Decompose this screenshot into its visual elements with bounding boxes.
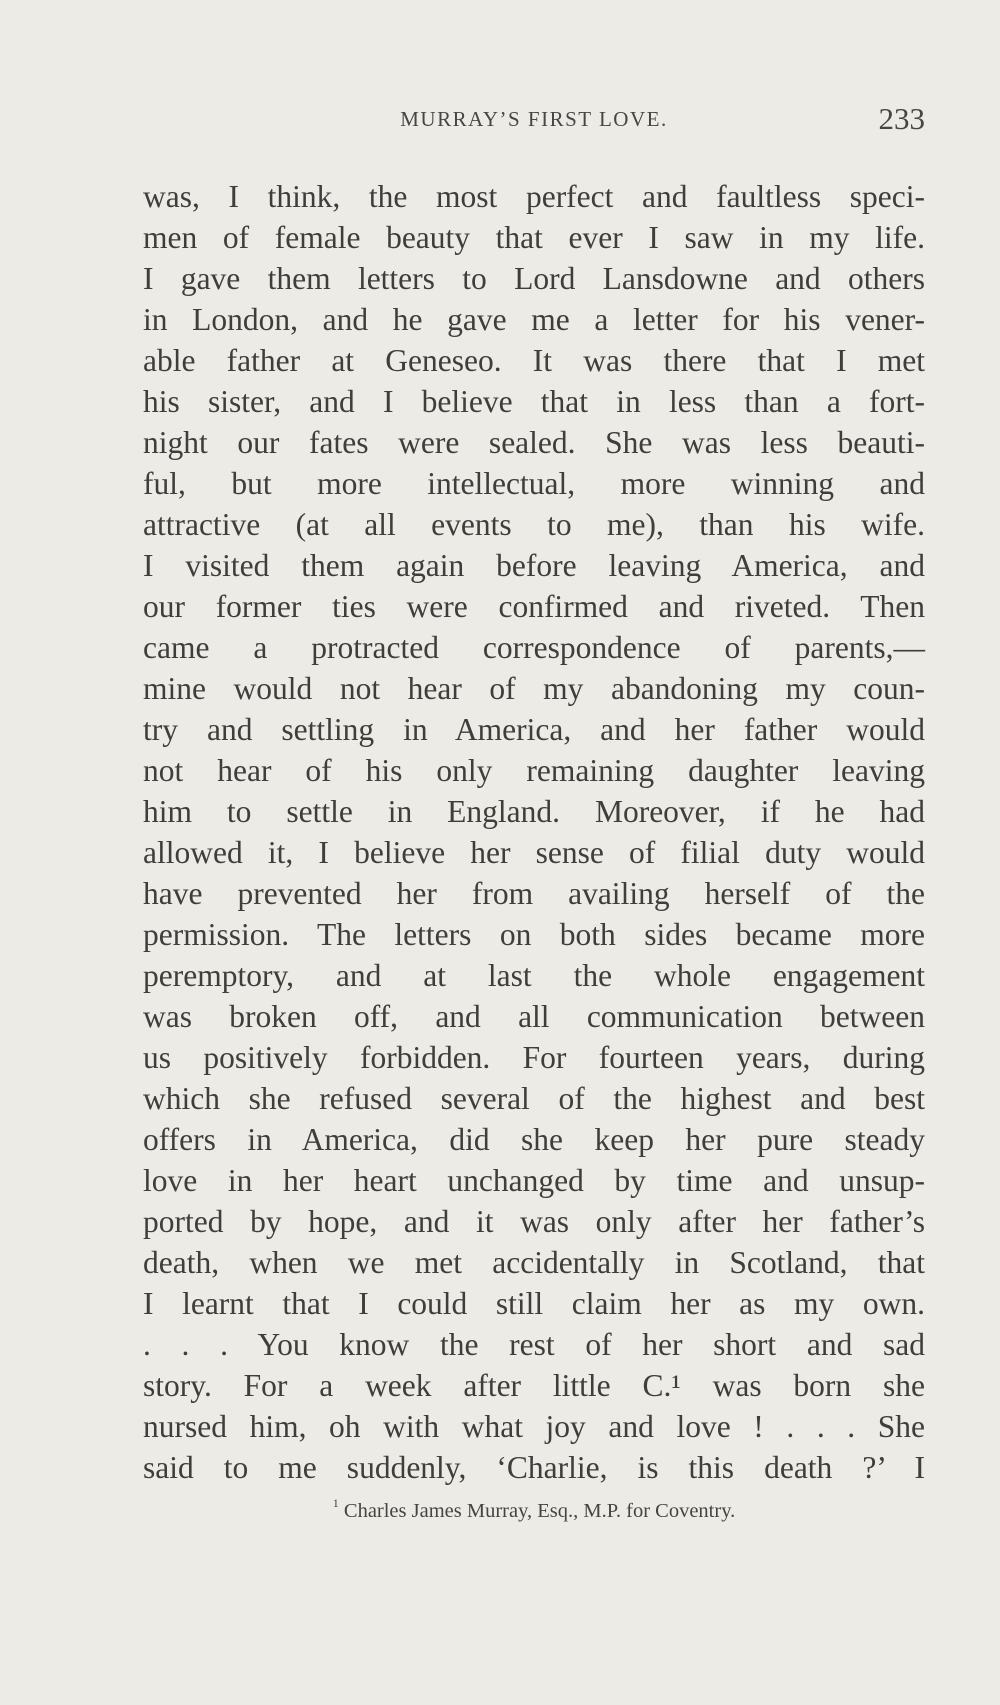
text-line: I learnt that I could still claim her as my own. [143,1286,925,1321]
text-line: ported by hope, and it was only after her father’s [143,1204,925,1239]
text-line: peremptory, and at last the whole engagement [143,958,925,993]
text-line: attractive (at all events to me), than his wife. [143,507,925,542]
text-line: story. For a week after little C.¹ was born she [143,1368,925,1403]
text-line: was, I think, the most perfect and faultless speci- [143,179,925,214]
text-line: came a protracted correspondence of parents,— [143,630,925,665]
text-line: our former ties were confirmed and riveted. Then [143,589,925,624]
text-line: us positively forbidden. For fourteen years, during [143,1040,925,1075]
text-line: not hear of his only remaining daughter leaving [143,753,925,788]
text-line: night our fates were sealed. She was less beauti- [143,425,925,460]
text-line: was broken off, and all communication between [143,999,925,1034]
text-line: have prevented her from availing herself of the [143,876,925,911]
text-line: I gave them letters to Lord Lansdowne and others [143,261,925,296]
text-line: offers in America, did she keep her pure steady [143,1122,925,1157]
text-line: death, when we met accidentally in Scotland, that [143,1245,925,1280]
text-line: allowed it, I believe her sense of filial duty would [143,835,925,870]
text-line: nursed him, oh with what joy and love ! . . . She [143,1409,925,1444]
text-line: men of female beauty that ever I saw in my life. [143,220,925,255]
body-text [143,176,925,1488]
footnote-marker: 1 [332,1496,339,1510]
text-line: his sister, and I believe that in less than a fort- [143,384,925,419]
footnote-text: Charles James Murray, Esq., M.P. for Coventry. [343,1499,736,1522]
footnote [143,1498,925,1523]
text-line: ful, but more intellectual, more winning and [143,466,925,501]
text-line: love in her heart unchanged by time and unsup- [143,1163,925,1198]
running-head [143,95,925,145]
text-line: . . . You know the rest of her short and sad [143,1327,925,1362]
text-line: try and settling in America, and her father would [143,712,925,747]
text-line: able father at Geneseo. It was there that I met [143,343,925,378]
text-line: him to settle in England. Moreover, if he had [143,794,925,829]
text-line: mine would not hear of my abandoning my coun- [143,671,925,706]
text-line: in London, and he gave me a letter for his vener- [143,302,925,337]
text-line: permission. The letters on both sides became more [143,917,925,952]
running-title: MURRAY’S FIRST LOVE. [400,107,668,131]
text-line: said to me suddenly, ‘Charlie, is this death ?’ I [143,1450,925,1485]
text-line: which she refused several of the highest and best [143,1081,925,1116]
page-number: 233 [878,101,925,136]
text-line: I visited them again before leaving America, and [143,548,925,583]
